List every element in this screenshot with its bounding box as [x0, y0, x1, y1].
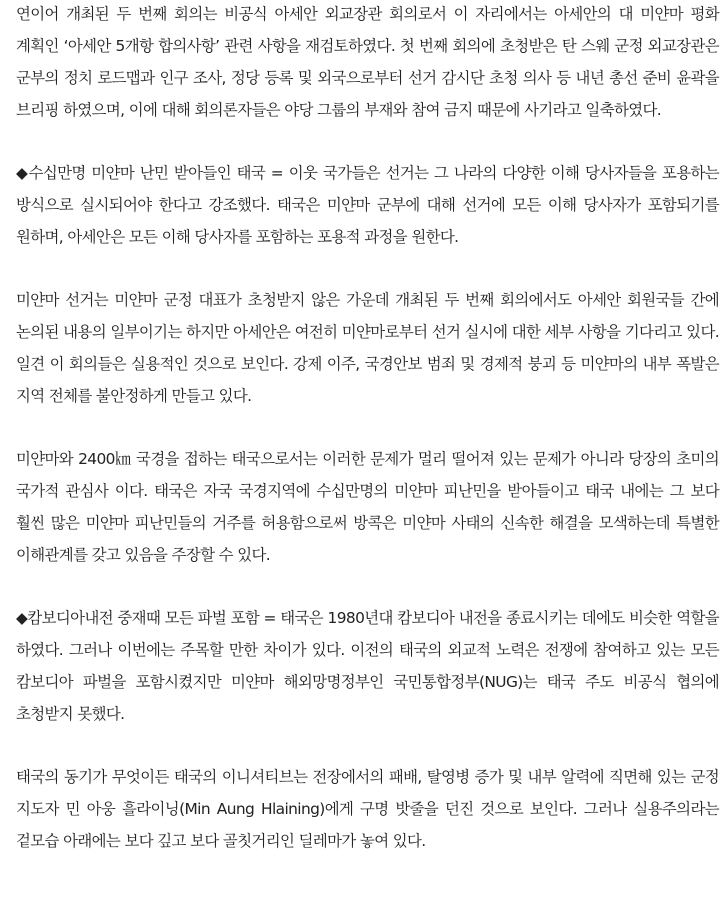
paragraph-thailand-refugees-heading: ◆수십만명 미얀마 난민 받아들인 태국 = 이웃 국가들은 선거는 그 나라의 다양한 이해 당사자들을 포용하는 방식으로 실시되어야 한다고 강조했다. 태국은 미얀마 군부에 대해 선거에 모든 이해 당사자가 포함되기를 원하며, 아세안은 모든 이해 당사자를 포함하는 포용적 과정을 원한다.	[16, 164, 719, 246]
paragraph-border-interest: 미얀마와 2400㎞ 국경을 접하는 태국으로서는 이러한 문제가 멀리 떨어져 있는 문제가 아니라 당장의 초미의 국가적 관심사 이다. 태국은 자국 국경지역에 수십만명의 미얀마 피난민을 받아들이고 태국 내에는 그 보다 훨씬 많은 미얀마 피난민들의 거주를 허용함으로써 방콕은 미얀마 사태의 신속한 해결을 모색하는데 특별한 이해관계를 갖고 있음을 주장할 수 있다.	[16, 450, 719, 564]
paragraph-cambodia-mediation-heading: ◆캄보디아내전 중재때 모든 파벌 포함 = 태국은 1980년대 캄보디아 내전을 종료시키는 데에도 비슷한 역할을 하였다. 그러나 이번에는 주목할 만한 차이가 있다. 이전의 태국의 외교적 노력은 전쟁에 참여하고 있는 모든 캄보디아 파벌을 포함시켰지만 미얀마 해외망명정부인 국민통합정부(NUG)는 태국 주도 비공식 협의에 초청받지 못했다.	[16, 609, 719, 723]
paragraph-thai-initiative: 태국의 동기가 무엇이든 태국의 이니셔티브는 전장에서의 패배, 탈영병 증가 및 내부 알력에 직면해 있는 군정 지도자 민 아웅 흘라이닝(Min Aung Hlaining)에게 구명 밧줄을 던진 것으로 보인다. 그러나 실용주의라는 겉모습 아래에는 보다 깊고 보다 골칫거리인 딜레마가 놓여 있다.	[16, 768, 719, 850]
paragraph-second-meeting: 연이어 개최된 두 번째 회의는 비공식 아세안 외교장관 회의로서 이 자리에서는 아세안의 대 미얀마 평화 계획인 ‘아세안 5개항 합의사항’ 관련 사항을 재검토하였다. 첫 번째 회의에 초청받은 탄 스웨 군정 외교장관은 군부의 정치 로드맵과 인구 조사, 정당 등록 및 외국으로부터 선거 감시단 초청 의사 등 내년 총선 준비 윤곽을 브리핑 하였으며, 이에 대해 회의론자들은 야당 그룹의 부재와 참여 금지 때문에 사기라고 일축하였다.	[16, 5, 719, 119]
paragraph-myanmar-election: 미얀마 선거는 미얀마 군정 대표가 초청받지 않은 가운데 개최된 두 번째 회의에서도 아세안 회원국들 간에 논의된 내용의 일부이기는 하지만 아세안은 여전히 미얀마로부터 선거 실시에 대한 세부 사항을 기다리고 있다. 일견 이 회의들은 실용적인 것으로 보인다. 강제 이주, 국경안보 범죄 및 경제적 붕괴 등 미얀마의 내부 폭발은 지역 전체를 불안정하게 만들고 있다.	[16, 291, 719, 405]
